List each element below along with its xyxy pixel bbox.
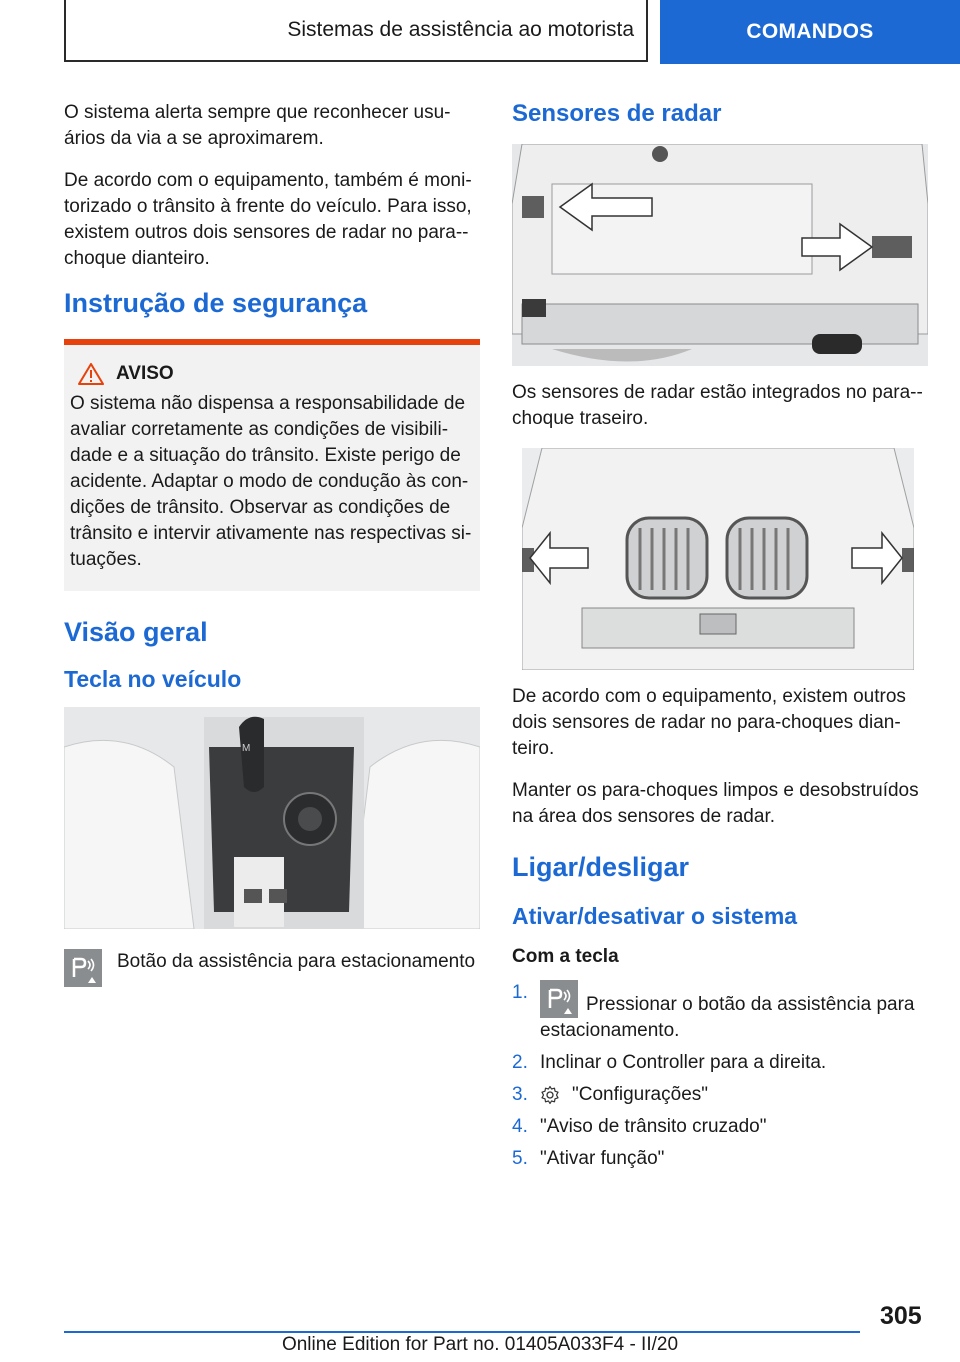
step-text: Pressionar o botão da assistência para estacionamento.: [540, 994, 915, 1041]
step-1: [512, 980, 928, 1044]
front-bumper-illustration: [522, 448, 914, 670]
safety-heading: Instrução de segurança: [64, 288, 368, 318]
step-text: "Ativar função": [540, 1148, 665, 1169]
radar-heading: Sensores de radar: [512, 100, 722, 127]
rear-sensor-paragraph: Os sensores de radar estão integrados no para--choque traseiro.: [512, 382, 923, 429]
left-column: [64, 100, 480, 987]
rear-bumper-figure: [512, 144, 928, 366]
step-3: [512, 1082, 928, 1108]
button-caption: Botão da assistência para estacionamento: [117, 951, 476, 972]
chapter-title: Sistemas de assistência ao motorista: [287, 18, 634, 41]
button-heading: Tecla no veículo: [64, 666, 242, 692]
step-number: 1.: [512, 982, 528, 1003]
section-tab[interactable]: COMANDOS: [660, 0, 960, 64]
chapter-header: [64, 0, 648, 62]
center-console-figure: [64, 707, 480, 929]
activate-heading: Ativar/desativar o sistema: [512, 903, 798, 929]
step-number: 2.: [512, 1052, 528, 1073]
front-bumper-figure: [522, 448, 914, 670]
gear-icon: [540, 1085, 560, 1105]
front-sensor-paragraph: De acordo com o equipamento, existem outros dois sensores de radar no para-choques dian-teiro.: [512, 686, 906, 759]
footer-divider: [64, 1331, 860, 1333]
step-number: 5.: [512, 1148, 528, 1169]
step-number: 4.: [512, 1116, 528, 1137]
step-5: [512, 1146, 928, 1172]
with-key-label: Com a tecla: [512, 946, 619, 967]
center-console-illustration: [64, 707, 480, 929]
rear-bumper-illustration: [512, 144, 928, 366]
overview-heading: Visão geral: [64, 617, 208, 647]
step-text: "Configurações": [572, 1084, 709, 1105]
front-traffic-paragraph: De acordo com o equipamento, também é moni-torizado o trânsito à frente do veículo. Para isso, existem outros dois sensores de radar no para--choque dianteiro.: [64, 170, 472, 269]
step-number: 3.: [512, 1084, 528, 1105]
right-column: [512, 100, 928, 1178]
warning-triangle-icon: [78, 363, 104, 385]
svg-text:M: M: [242, 743, 251, 754]
edition-footer: Online Edition for Part no. 01405A033F4 - II/20: [281, 1334, 679, 1355]
intro-paragraph: O sistema alerta sempre que reconhecer usu-ários da via a se aproximarem.: [64, 102, 451, 149]
step-text: Inclinar o Controller para a direita.: [540, 1052, 827, 1073]
activation-steps: [512, 980, 928, 1172]
warning-title-row: [70, 363, 474, 385]
parking-assist-icon[interactable]: [540, 980, 578, 1018]
onoff-heading: Ligar/desligar: [512, 852, 690, 882]
button-caption-row: [64, 949, 480, 987]
step-4: [512, 1114, 928, 1140]
warning-title: AVISO: [116, 363, 174, 384]
warning-text: O sistema não dispensa a responsabilidade de avaliar corretamente as condições de visibili-dade e a situação do trânsito. Existe perigo de acidente. Adaptar o modo de condução às con-dições de trânsito. Observar as condições de trânsito e intervir ativamente nas respectivas si-tuações.: [70, 393, 472, 570]
step-2: [512, 1050, 928, 1076]
warning-box: [64, 339, 480, 591]
clean-sensors-paragraph: Manter os para-choques limpos e desobstruídos na área dos sensores de radar.: [512, 780, 919, 827]
page-number: 305: [880, 1302, 922, 1330]
parking-assist-icon[interactable]: [64, 949, 102, 987]
step-text: "Aviso de trânsito cruzado": [540, 1116, 767, 1137]
